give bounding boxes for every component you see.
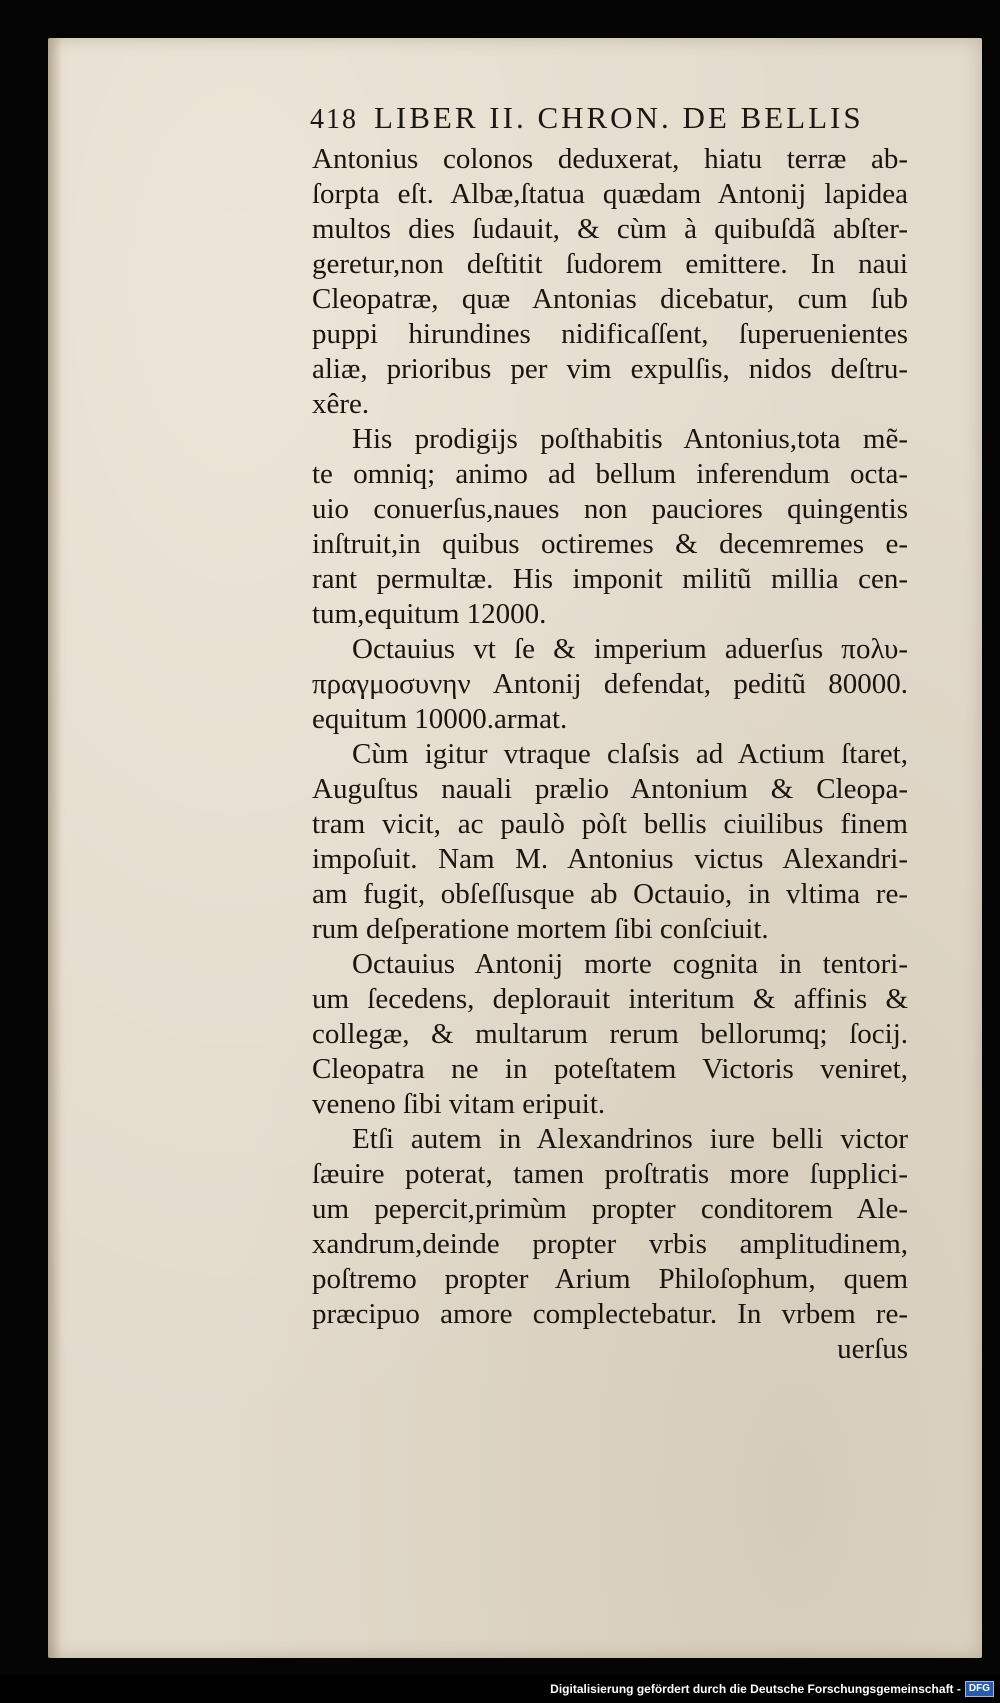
catchword: uerſus: [837, 1333, 908, 1365]
text-line: equitum 10000.armat.: [312, 703, 568, 735]
text-line: Auguſtus nauali prælio Antonium & Cleopa-: [312, 773, 908, 805]
text-line: geretur,non deſtitit ſudorem emittere. In naui: [312, 248, 908, 280]
text-line: Cùm igitur vtraque claſsis ad Actium ſtaret,: [352, 738, 908, 770]
paragraph-5: [312, 947, 908, 1122]
text-line: uio conuerſus,naues non pauciores quingentis: [312, 493, 908, 525]
text-line: collegæ, & multarum rerum bellorumq; ſocij.: [312, 1018, 908, 1050]
text-line: veneno ſibi vitam eripuit.: [312, 1088, 606, 1120]
running-head-title: LIBER II. CHRON. DE BELLIS: [374, 100, 864, 135]
text-line: um pepercit,primùm propter conditorem Ale-: [312, 1193, 908, 1225]
text-line: Cleopatræ, quæ Antonias dicebatur, cum ſub: [312, 283, 908, 315]
text-line: um ſecedens, deplorauit interitum & affinis &: [312, 983, 908, 1015]
text-line: poſtremo propter Arium Philoſophum, quem: [312, 1263, 908, 1295]
paragraph-1: [312, 142, 908, 422]
text-line: am fugit, obſeſſusque ab Octauio, in vltima re-: [312, 878, 908, 910]
text-line: rant permultæ. His imponit militũ millia cen-: [312, 563, 908, 595]
paragraph-2: [312, 422, 908, 632]
digitization-footer: [0, 1675, 1000, 1703]
text-line: xandrum,deinde propter vrbis amplitudinem,: [312, 1228, 908, 1260]
text-line: tum,equitum 12000.: [312, 598, 547, 630]
page-number: 418: [310, 104, 358, 135]
text-line: te omniq; animo ad bellum inferendum octa-: [312, 458, 908, 490]
text-line: tram vicit, ac paulò pòſt bellis ciuilibus finem: [312, 808, 908, 840]
text-line: Etſi autem in Alexandrinos iure belli victor: [352, 1123, 908, 1155]
text-line: multos dies ſudauit, & cùm à quibuſdã abſter-: [312, 213, 908, 245]
paragraph-6: [312, 1122, 908, 1332]
text-line: præcipuo amore complectebatur. In vrbem re-: [312, 1298, 908, 1330]
text-line: inſtruit,in quibus octiremes & decemremes e-: [312, 528, 908, 560]
page-gutter-shadow: [48, 38, 62, 1658]
running-head: [310, 100, 900, 140]
text-line: xêre.: [312, 388, 370, 420]
text-line: Octauius vt ſe & imperium aduerſus πολυ-: [352, 633, 908, 665]
text-line: impoſuit. Nam M. Antonius victus Alexandri-: [312, 843, 908, 875]
text-line: aliæ, prioribus per vim expulſis, nidos deſtru-: [312, 353, 908, 385]
text-line: puppi hirundines nidificaſſent, ſuperuenientes: [312, 318, 908, 350]
paragraph-4: [312, 737, 908, 947]
paragraph-3: [312, 632, 908, 737]
text-line: πραγμοσυνην Antonij defendat, peditũ 80000.: [312, 668, 908, 700]
text-line: rum deſperatione mortem ſibi conſciuit.: [312, 913, 769, 945]
funding-credit: Digitalisierung gefördert durch die Deutsche Forschungsgemeinschaft -: [550, 1682, 961, 1696]
text-line: ſæuire poterat, tamen proſtratis more ſupplici-: [312, 1158, 908, 1190]
text-line: ſorpta eſt. Albæ,ſtatua quædam Antonij lapidea: [312, 178, 908, 210]
text-line: Octauius Antonij morte cognita in tentori-: [352, 948, 908, 980]
text-line: His prodigijs poſthabitis Antonius,tota mẽ-: [352, 423, 908, 455]
text-line: Cleopatra ne in poteſtatem Victoris veniret,: [312, 1053, 908, 1085]
dfg-logo-icon: DFG: [965, 1681, 994, 1697]
text-line: Antonius colonos deduxerat, hiatu terræ ab-: [312, 143, 908, 175]
body-text: [312, 142, 908, 1367]
